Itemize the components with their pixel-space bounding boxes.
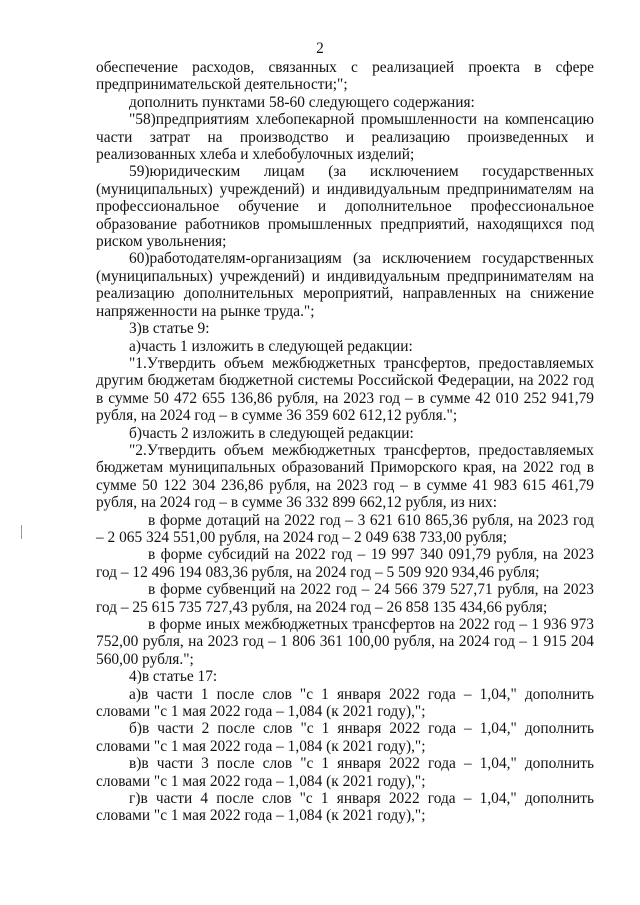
paragraph-18: в)в части 3 после слов "с 1 января 2022 года – 1,04," дополнить словами "с 1 мая 2022 года – 1,084 (к 2021 году),"; xyxy=(96,755,594,790)
paragraph-13: в форме субвенций на 2022 год – 24 566 379 527,71 рубля, на 2023 год – 25 615 735 727,43 рубля, на 2024 год – 26 858 135 434,66 рубля; xyxy=(96,581,594,616)
paragraph-8: "1.Утвердить объем межбюджетных трансфертов, предоставляемых другим бюджетам бюджетной системы Российской Федерации, на 2022 год в сумме 50 472 655 136,86 рубля, на 2023 год – в сумме 42 010 252 941,79 рубля, на 2024 год – в сумме 36 359 602 612,12 рубля."; xyxy=(96,354,594,425)
paragraph-3: "58)предприятиям хлебопекарной промышленности на компенсацию части затрат на производство и реализацию произведенных и реализованных хлеба и хлебобулочных изделий; xyxy=(96,111,594,164)
paragraph-17: б)в части 2 после слов "с 1 января 2022 года – 1,04," дополнить словами "с 1 мая 2022 года – 1,084 (к 2021 году),"; xyxy=(96,720,594,755)
paragraph-7: а)часть 1 изложить в следующей редакции: xyxy=(129,337,413,355)
paragraph-11: в форме дотаций на 2022 год – 3 621 610 865,36 рубля, на 2023 год – 2 065 324 551,00 рубля, на 2024 год – 2 049 638 733,00 рубля; xyxy=(96,511,594,546)
paragraph-14: в форме иных межбюджетных трансфертов на 2022 год – 1 936 973 752,00 рубля, на 2023 год – 1 806 361 100,00 рубля, на 2024 год – 1 915 204 560,00 рубля."; xyxy=(96,616,594,668)
paragraph-2: дополнить пунктами 58-60 следующего содержания: xyxy=(129,93,475,111)
paragraph-9: б)часть 2 изложить в следующей редакции: xyxy=(129,424,414,442)
scan-edge-mark xyxy=(21,525,22,539)
paragraph-19: г)в части 4 после слов "с 1 января 2022 года – 1,04," дополнить словами "с 1 мая 2022 года – 1,084 (к 2021 году),"; xyxy=(96,790,594,825)
paragraph-5: 60)работодателям-организациям (за исключением государственных (муниципальных) учреждений) и индивидуальным предпринимателям на реализацию дополнительных мероприятий, направленных на снижение напряженности на рынке труда."; xyxy=(96,250,594,320)
paragraph-10: "2.Утвердить объем межбюджетных трансфертов, предоставляемых бюджетам муниципальных образований Приморского края, на 2022 год в сумме 50 122 304 236,86 рубля, на 2023 год – в сумме 41 983 615 461,79 рубля, на 2024 год – в сумме 36 332 899 662,12 рубля, из них: xyxy=(96,441,594,512)
paragraph-15: 4)в статье 17: xyxy=(129,668,218,686)
paragraph-16: а)в части 1 после слов "с 1 января 2022 года – 1,04," дополнить словами "с 1 мая 2022 года – 1,084 (к 2021 году),"; xyxy=(96,685,594,721)
paragraph-6: 3)в статье 9: xyxy=(129,320,210,338)
paragraph-4: 59)юридическим лицам (за исключением государственных (муниципальных) учреждений) и индивидуальным предпринимателям на профессиональное обучение и дополнительное профессиональное образование работников промышленных предприятий, находящихся под риском увольнения; xyxy=(96,163,594,251)
page-number: 2 xyxy=(316,40,324,57)
paragraph-12: в форме субсидий на 2022 год – 19 997 340 091,79 рубля, на 2023 год – 12 496 194 083,36 рубля, на 2024 год – 5 509 920 934,46 рубля; xyxy=(96,546,594,581)
document-body xyxy=(96,59,594,825)
paragraph-1: обеспечение расходов, связанных с реализацией проекта в сфере предпринимательской деятельности;"; xyxy=(96,59,594,94)
